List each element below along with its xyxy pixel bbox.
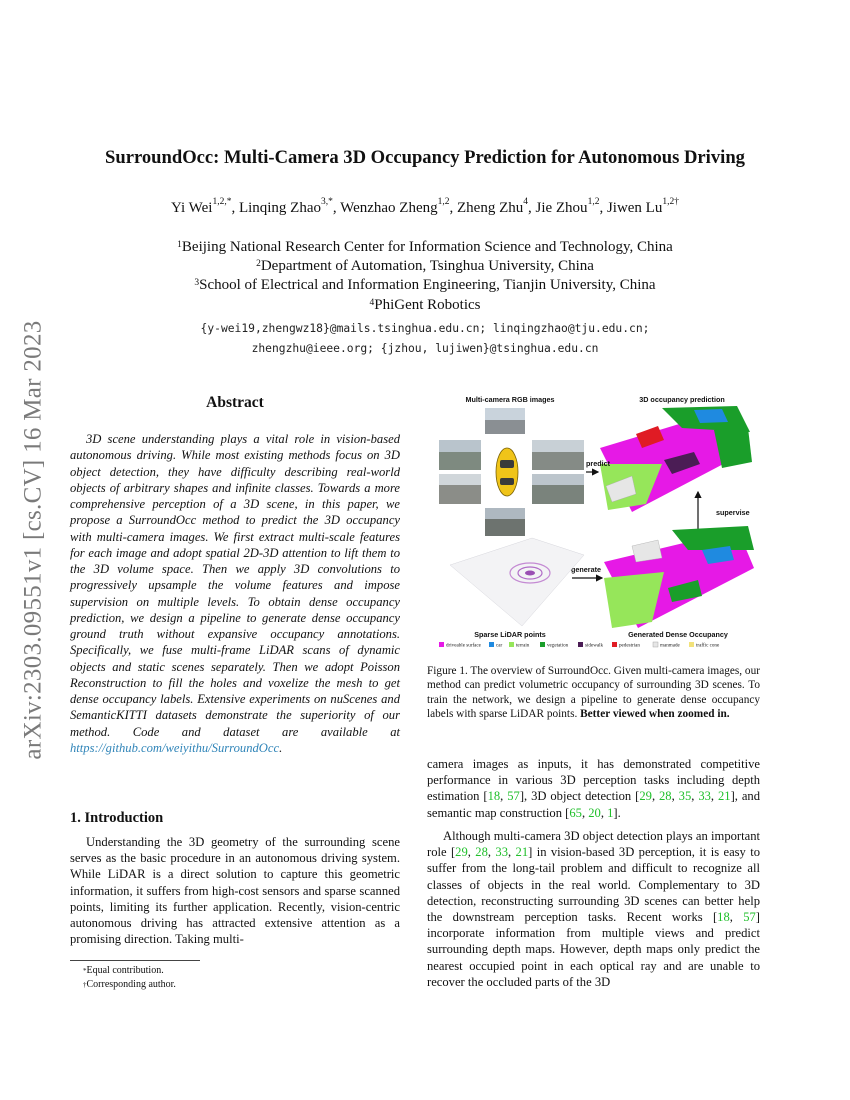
citation-link[interactable]: 33 [698, 789, 711, 804]
right-column-paragraph-2 [427, 828, 760, 990]
legend-label: sidewalk [585, 642, 604, 649]
right-column-paragraph-1 [427, 756, 760, 821]
citation-link[interactable]: 18 [487, 789, 501, 804]
legend-swatch [439, 642, 444, 647]
citation-link[interactable]: 28 [659, 789, 672, 804]
footnote-equal: *Equal contribution. [83, 965, 164, 976]
author: Jie Zhou$^{1,2}$, [535, 197, 607, 216]
citation-link[interactable]: 57 [743, 910, 756, 925]
affiliation: $^1$Beijing National Research Center for Information Science and Technology, China [177, 239, 673, 255]
figure-1-caption: Figure 1. The overview of SurroundOcc. Given multi-camera images, our method can predict volumetric occupancy of surrounding 3D scenes. To train the network, we design a pipeline to generate dense occupancy labels with sparse LiDAR points. Better viewed when zoomed in. [427, 665, 760, 721]
citation-link[interactable]: 33 [495, 845, 508, 860]
legend-swatch [653, 642, 658, 647]
paragraph-text: , [581, 805, 589, 820]
paragraph-text: , [691, 789, 699, 804]
legend-label: terrain [516, 642, 530, 649]
author: Jiwen $Lu^{1,2\dagger}$ [606, 197, 679, 216]
affiliation: $^2$Department of Automation, Tsinghua University, China [256, 258, 594, 275]
section-heading-introduction: 1. Introduction [70, 810, 164, 826]
citation-link[interactable]: 21 [717, 789, 731, 804]
legend-label: manmade [660, 642, 680, 649]
label-rgb-images: Multi-camera RGB images [465, 395, 555, 404]
paragraph-text: , [487, 845, 496, 860]
introduction-paragraph: Understanding the 3D geometry of the surrounding scene serves as the basic procedure in an autonomous driving system. While LiDAR is a direct solution to capture this geometric information, it suffers from high-cost sensors and sparse scanned points, limiting its further application. Recently, vision-centric autonomous driving has attracted extensive attention as a promising direction. Taking multi- [70, 835, 400, 947]
paragraph-text: ], 3D object detection [ [519, 789, 640, 804]
sparse-lidar-render [450, 538, 584, 626]
paragraph-text: , [710, 789, 718, 804]
footnote-corresponding: †Corresponding author. [83, 979, 176, 990]
paragraph-text: ]. [613, 805, 621, 820]
citation-link[interactable]: 20 [588, 805, 601, 820]
legend-label: pedestrian [619, 642, 640, 649]
citation-link[interactable]: 18 [717, 910, 730, 925]
ego-car [496, 448, 518, 496]
paragraph-text: ], and semantic map construction [ [427, 789, 761, 820]
legend-label: traffic cone [696, 642, 720, 649]
author-list [40, 197, 810, 217]
author: Yi Wei$^{1,2,*}$, [171, 197, 239, 216]
legend-swatch [689, 642, 694, 647]
paragraph-text: , [671, 789, 679, 804]
label-generate: generate [571, 565, 601, 574]
affiliations [40, 238, 810, 315]
paragraph-text: , [500, 789, 508, 804]
label-supervise: supervise [716, 508, 750, 517]
label-occupancy-prediction: 3D occupancy prediction [639, 395, 725, 404]
footnote-rule [70, 960, 200, 961]
label-dense-occupancy: Generated Dense Occupancy [628, 630, 728, 639]
abstract-body: 3D scene understanding plays a vital role in vision-based autonomous driving. While most existing methods focus on 3D object detection, they have difficulty describing real-world objects of arbitrary shapes and infinite classes. Towards a more comprehensive perception of a 3D scene, in this paper, we propose a SurroundOcc method to predict the 3D occupancy with multi-camera images. We first extract multi-scale features for each image and adopt spatial 2D-3D attention to lift them to the 3D volume space. Then we apply 3D convolutions to progressively upsample the volume features and impose supervision on multiple levels. To obtain dense occupancy prediction, we design a pipeline to generate dense occupancy ground truth without expansive occupancy annotations. Specifically, we fuse multi-frame LiDAR scans of dynamic objects and static scenes separately. Then we adopt Poisson Reconstruction to fill the holes and voxelize the mesh to get dense occupancy labels. Extensive experiments on nuScenes and SemanticKITTI datasets demonstrate the superiority of our method. Code and dataset are available at https://github.com/weiyithu/SurroundOcc. [70, 432, 400, 755]
paragraph-text: Although multi-camera 3D object detection plays an important role [ [427, 829, 760, 860]
legend-swatch [489, 642, 494, 647]
arxiv-stamp: arXiv:2303.09551v1 [cs.CV] 16 Mar 2023 [20, 320, 47, 760]
citation-link[interactable]: 1 [607, 805, 614, 820]
affiliation: $^4$PhiGent Robotics [369, 296, 481, 313]
citation-link[interactable]: 21 [515, 845, 529, 860]
legend-swatch [578, 642, 583, 647]
affiliation: $^3$School of Electrical and Information Engineering, Tianjin University, China [194, 277, 656, 294]
legend-label: vegetation [547, 642, 569, 649]
code-link[interactable]: https://github.com/weiyithu/SurroundOcc [70, 740, 280, 755]
legend-swatch [509, 642, 514, 647]
paragraph-text: , [508, 845, 516, 860]
label-predict: predict [586, 459, 610, 468]
abstract-heading: Abstract [206, 394, 264, 411]
figure-1-overview [432, 390, 757, 650]
legend-swatch [540, 642, 545, 647]
citation-link[interactable]: 29 [639, 789, 652, 804]
legend [439, 642, 720, 649]
legend-label: car [496, 642, 503, 649]
author: Wenzhao Zheng$^{1,2}$, [340, 197, 457, 216]
legend-swatch [612, 642, 617, 647]
author: Linqing Zhao$^{3,*}$, [238, 197, 341, 216]
citation-link[interactable]: 29 [455, 845, 468, 860]
legend-label: driveable surface [446, 642, 481, 649]
paragraph-text: , [467, 845, 476, 860]
paragraph-text: , [729, 910, 744, 925]
author-emails: {y-wei19,zhengwz18}@mails.tsinghua.edu.cn; linqingzhao@tju.edu.cn; zhengzhu@ieee.org; {jzhou, lujiwen}@tsinghua.edu.cn [200, 322, 650, 355]
citation-link[interactable]: 28 [475, 845, 488, 860]
paragraph-text: ] incorporate information from multiple views and predict surrounding depth maps. However, depth maps only predict the nearest occupied point in each optical ray and are unable to recover the occluded parts of the 3D [427, 910, 760, 989]
paragraph-text: , [600, 805, 608, 820]
paragraph-text: camera images as inputs, it has demonstrated competitive performance in various 3D perception tasks including depth estimation [ [427, 757, 760, 804]
paragraph-text: , [651, 789, 659, 804]
citation-link[interactable]: 57 [507, 789, 520, 804]
footnotes [83, 964, 176, 992]
paragraph-text: ] in vision-based 3D perception, it is easy to suffer from the long-tail problem and difficult to recognize all classes of objects in the real world. Complementary to 3D detection, reconstructing surrounding 3D scenes can better help the downstream perception tasks. Recent works [ [427, 845, 761, 925]
author: Zheng Zhu$^4$, [457, 197, 536, 216]
citation-link[interactable]: 65 [569, 805, 582, 820]
citation-link[interactable]: 35 [678, 789, 692, 804]
paper-title: SurroundOcc: Multi-Camera 3D Occupancy Prediction for Autonomous Driving [105, 147, 745, 168]
label-sparse-lidar: Sparse LiDAR points [474, 630, 546, 639]
